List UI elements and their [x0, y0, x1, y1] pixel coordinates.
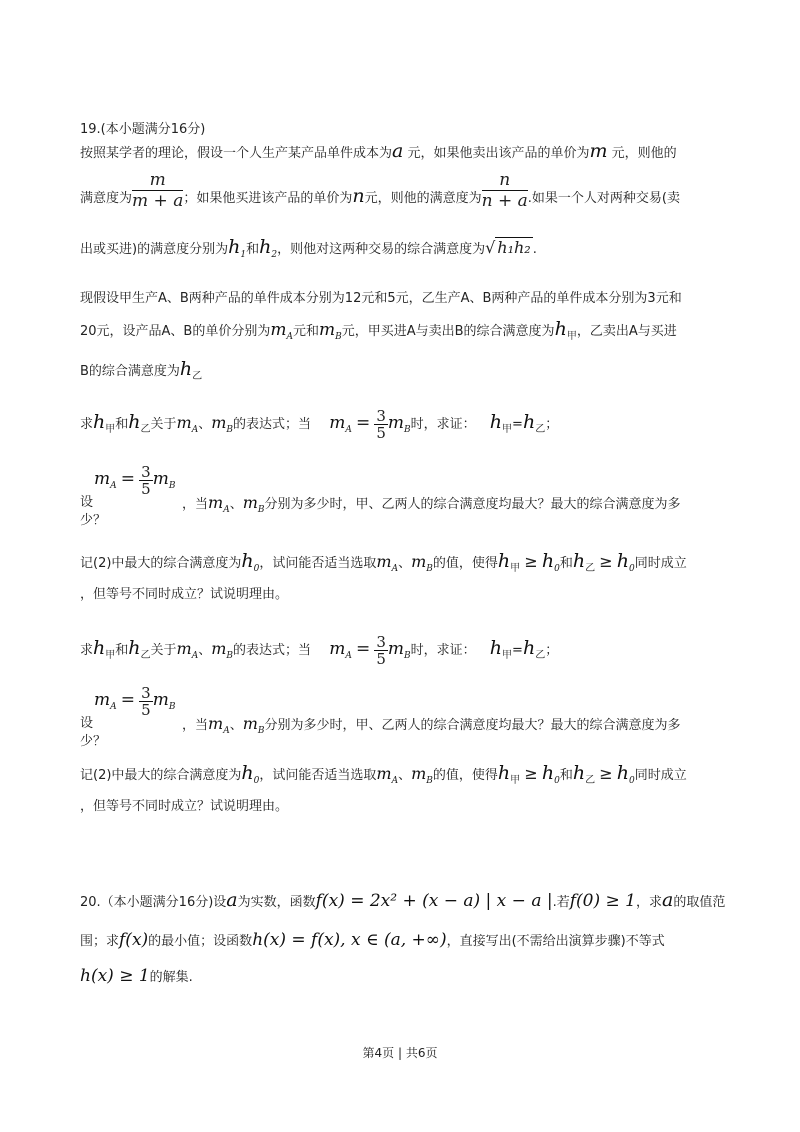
q19-setup-line3: B的综合满意度为$h_乙$ — [80, 358, 203, 382]
q19-intro-line2: 满意度为 $\frac{m}{m + a}$ ；如果他买进该产品的单价为n元，则他的满意度为 $\frac{n}{n + a}$ .如果一个人对两种交易(卖 — [80, 170, 680, 211]
q19-part1-second: 求$h_甲$和$h_乙$关于$m_A$、$m_B$的表达式；当 $m_A$ = $\frac{3}{5}$ $m_B$时，求证： $h_甲=h_乙$； — [80, 633, 559, 668]
q19-setup-line1: 现假设甲生产A、B两种产品的单件成本分别为12元和5元，乙生产A、B两种产品的单件成本分别为3元和 — [80, 291, 682, 306]
inequality-h: h(x) ≥ 1 — [80, 966, 150, 986]
q19-setup-line2: 20元，设产品A、B的单价分别为$m_A$元和$m_B$元，甲买进A与卖出B的综合满意度为$h_甲$，乙卖出A与买进 — [80, 318, 677, 342]
fraction-n-over-n-plus-a: $\frac{n}{n + a}$ — [481, 170, 528, 211]
q19-intro-line1: 按照某学者的理论，假设一个人生产某产品单件成本为a 元，如果他卖出该产品的单价为m 元，则他的 — [80, 140, 677, 162]
q20-line1: 20.（本小题满分16分)设a为实数，函数f(x) = 2x² + (x − a) | x − a |.若f(0) ≥ 1，求a的取值范 — [80, 889, 726, 911]
q19-part3-second: 记(2)中最大的综合满意度为$h_0$，试问能否适当选取$m_A$、$m_B$的值，使得$h_甲 \ge h_0$和$h_乙 \ge h_0$同时成立 ，但等号不同时成立？试说明理由。 — [80, 762, 687, 814]
q19-header: 19.(本小题满分16分) — [80, 122, 206, 137]
q19-part2-second: $m_A$ = $\frac{3}{5}$ $m_B$ 设 ，当$m_A$、$m_B$分别为多少时，甲、乙两人的综合满意度均最大？最大的综合满意度为多 少？ — [80, 684, 681, 749]
function-f-definition: f(x) = 2x² + (x − a) | x − a | — [315, 891, 553, 911]
q20-line2: 围；求f(x)的最小值；设函数h(x) = f(x), x ∈ (a, +∞)，直接写出(不需给出演算步骤)不等式 — [80, 930, 665, 950]
page-footer: 第4页 | 共6页 — [362, 1046, 438, 1060]
condition-f0: f(0) ≥ 1 — [569, 891, 636, 911]
function-h-definition: h(x) = f(x), x ∈ (a, +∞) — [252, 930, 447, 950]
q19-part1-first: 求$h_甲$和$h_乙$关于$m_A$、$m_B$的表达式；当 $m_A$ = $\frac{3}{5}$ $m_B$时，求证： $h_甲=h_乙$； — [80, 407, 559, 442]
equation-mA-3-5-mB-2: $m_A$ = $\frac{3}{5}$ $m_B$ — [94, 463, 176, 498]
var-m: m — [589, 140, 608, 162]
q19-part3-first: 记(2)中最大的综合满意度为$h_0$，试问能否适当选取$m_A$、$m_B$的值，使得$h_甲 \ge h_0$和$h_乙 \ge h_0$同时成立 ，但等号不同时成立？试说明理由。 — [80, 550, 687, 602]
q19-intro-line3: 出或买进)的满意度分别为$h_1$和$h_2$，则他对这两种交易的综合满意度为√ h₁h₂ . — [80, 236, 537, 260]
fraction-m-over-m-plus-a: $\frac{m}{m + a}$ — [132, 170, 184, 211]
var-a: a — [392, 140, 404, 162]
equation-mA-3-5-mB: $m_A$ = $\frac{3}{5}$ $m_B$ — [329, 407, 411, 442]
sqrt-h1h2: √ h₁h₂ — [485, 238, 531, 257]
q19-part2-first: $m_A$ = $\frac{3}{5}$ $m_B$ 设 ，当$m_A$、$m_B$分别为多少时，甲、乙两人的综合满意度均最大？最大的综合满意度为多 少？ — [80, 463, 681, 528]
q20-line3: h(x) ≥ 1的解集. — [80, 966, 193, 986]
